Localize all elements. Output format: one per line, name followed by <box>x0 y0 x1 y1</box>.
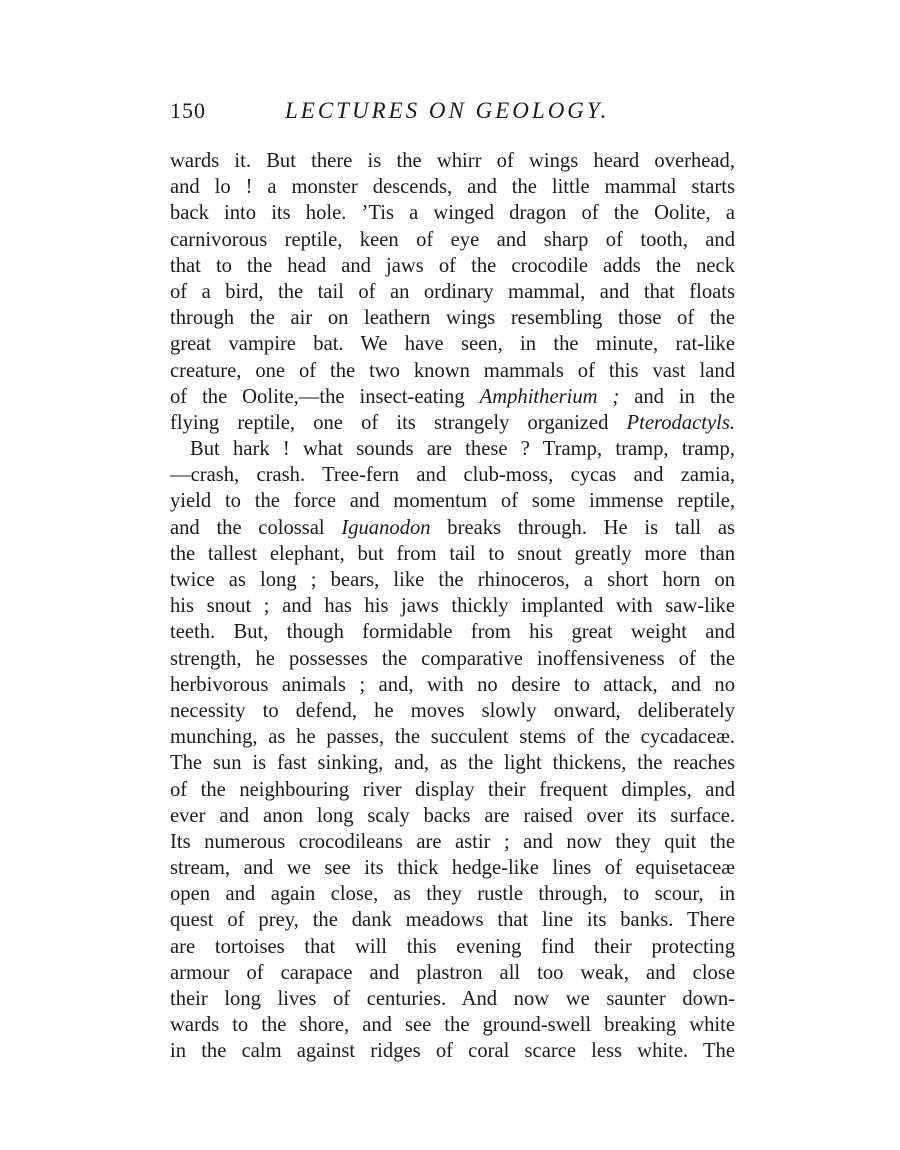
text-run: the tallest elephant, but from tail to snout greatly more than <box>170 542 735 565</box>
text-line <box>170 777 735 803</box>
text-line <box>170 960 735 986</box>
text-line <box>170 1012 735 1038</box>
text-line <box>170 803 735 829</box>
text-line <box>170 986 735 1012</box>
text-line <box>170 672 735 698</box>
text-run: But hark ! what sounds are these ? Tramp, tramp, tramp, <box>190 438 735 461</box>
text-run: through the air on leathern wings resembling those of the <box>170 307 735 330</box>
text-run: back into its hole. ’Tis a winged dragon of the Oolite, a <box>170 202 735 225</box>
text-run: teeth. But, though formidable from his great weight and <box>170 621 735 644</box>
running-title: LECTURES ON GEOLOGY. <box>285 98 610 123</box>
text-line <box>170 410 735 436</box>
text-line <box>170 305 735 331</box>
text-line <box>170 829 735 855</box>
text-line <box>170 698 735 724</box>
text-line <box>170 200 735 226</box>
text-line <box>170 619 735 645</box>
text-run: open and again close, as they rustle through, to scour, in <box>170 883 735 906</box>
text-line <box>170 567 735 593</box>
text-run: and in the <box>619 385 735 408</box>
page-number: 150 <box>170 98 206 123</box>
text-run: breaks through. He is tall as <box>430 516 735 539</box>
text-run: wards it. But there is the whirr of wings heard overhead, <box>170 150 735 172</box>
text-line <box>170 436 735 462</box>
text-line <box>170 515 735 541</box>
text-line <box>170 593 735 619</box>
text-line <box>170 541 735 567</box>
text-run: great vampire bat. We have seen, in the minute, rat-like <box>170 333 735 356</box>
running-head <box>170 98 735 134</box>
text-line <box>170 384 735 410</box>
text-run: herbivorous animals ; and, with no desire to attack, and no <box>170 673 735 696</box>
text-run: and the colossal <box>170 516 342 539</box>
text-line <box>170 934 735 960</box>
text-run: carnivorous reptile, keen of eye and sharp of tooth, and <box>170 228 735 251</box>
text-line <box>170 462 735 488</box>
text-run: Its numerous crocodileans are astir ; and now they quit the <box>170 830 735 853</box>
text-run: necessity to defend, he moves slowly onward, deliberately <box>170 699 735 722</box>
text-run: their long lives of centuries. And now we saunter down- <box>170 988 735 1010</box>
text-line <box>170 750 735 776</box>
italic-term: Iguanodon <box>341 516 431 539</box>
italic-term: Amphitherium ; <box>479 385 620 408</box>
text-line <box>170 881 735 907</box>
text-run: in the calm against ridges of coral scarce less white. The <box>170 1040 735 1063</box>
body-text <box>170 148 735 1065</box>
text-line <box>170 148 735 174</box>
text-run: twice as long ; bears, like the rhinoceros, a short horn on <box>170 569 735 591</box>
text-line <box>170 1038 735 1064</box>
text-line <box>170 646 735 672</box>
text-run: that to the head and jaws of the crocodile adds the neck <box>170 254 735 277</box>
text-run: ever and anon long scaly backs are raised over its surface. <box>170 804 735 827</box>
text-run: armour of carapace and plastron all too weak, and close <box>170 961 735 984</box>
text-run: of a bird, the tail of an ordinary mammal, and that floats <box>170 280 735 303</box>
text-run: —crash, crash. Tree-fern and club-moss, cycas and zamia, <box>170 464 735 487</box>
text-run: his snout ; and has his jaws thickly implanted with saw-like <box>170 595 735 618</box>
text-run: flying reptile, one of its strangely organized <box>170 411 627 434</box>
text-run: of the Oolite,—the insect-eating <box>170 385 480 408</box>
italic-term: Pterodactyls. <box>626 411 735 434</box>
text-line <box>170 855 735 881</box>
text-line <box>170 907 735 933</box>
text-run: yield to the force and momentum of some immense reptile, <box>170 490 735 513</box>
text-line <box>170 253 735 279</box>
text-line <box>170 331 735 357</box>
text-line <box>170 279 735 305</box>
text-run: and lo ! a monster descends, and the little mammal starts <box>170 176 735 199</box>
text-run: of the neighbouring river display their frequent dimples, and <box>170 778 735 801</box>
text-run: creature, one of the two known mammals of this vast land <box>170 359 735 382</box>
text-line <box>170 174 735 200</box>
text-run: munching, as he passes, the succulent stems of the cycadaceæ. <box>170 726 735 749</box>
text-run: strength, he possesses the comparative inoffensiveness of the <box>170 647 735 670</box>
text-run: quest of prey, the dank meadows that line its banks. There <box>170 909 735 932</box>
text-run: wards to the shore, and see the ground-swell breaking white <box>170 1014 735 1037</box>
text-run: The sun is fast sinking, and, as the light thickens, the reaches <box>170 752 735 775</box>
text-line <box>170 488 735 514</box>
text-run: stream, and we see its thick hedge-like lines of equisetaceæ <box>170 857 735 880</box>
text-run: are tortoises that will this evening find their protecting <box>170 935 735 958</box>
text-line <box>170 724 735 750</box>
text-line <box>170 227 735 253</box>
text-line <box>170 358 735 384</box>
